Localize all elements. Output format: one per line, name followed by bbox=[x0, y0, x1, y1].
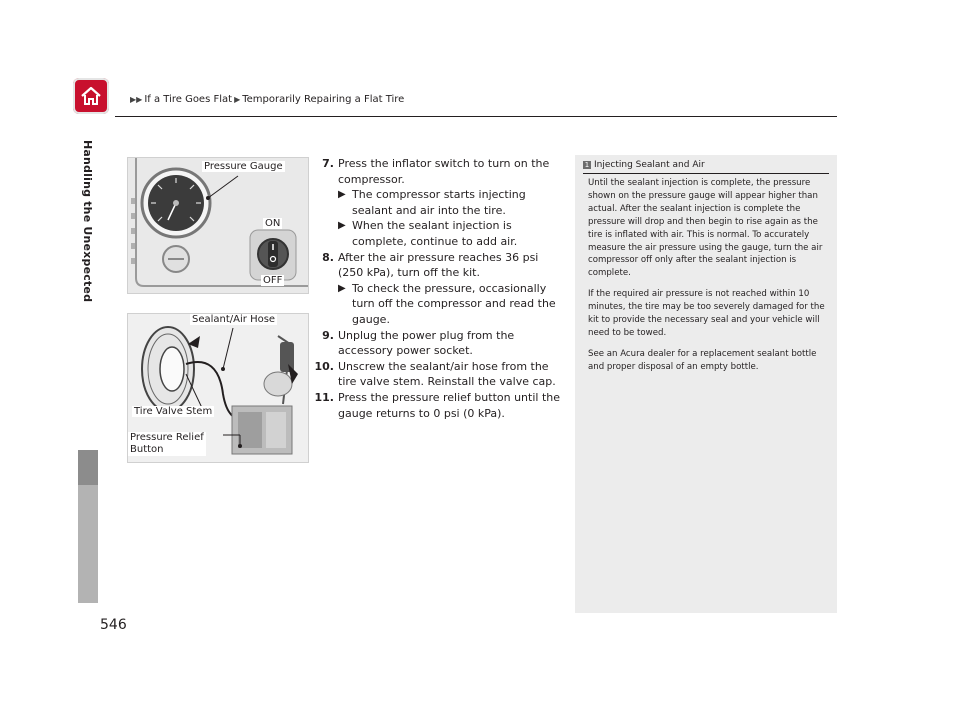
note-divider bbox=[583, 173, 829, 174]
triangle-right-icon: ▶ bbox=[338, 220, 346, 232]
step-8-result-1: ▶ To check the pressure, occasionally turn off the compressor and read the gauge. bbox=[338, 281, 556, 326]
step-10: 10. Unscrew the sealant/air hose from the tire valve stem. Reinstall the valve cap. bbox=[314, 359, 556, 389]
home-icon bbox=[79, 84, 103, 108]
section-tab[interactable] bbox=[78, 450, 98, 485]
callout-off: OFF bbox=[263, 275, 283, 286]
step-7-result-2: ▶ When the sealant injection is complete, continue to add air. bbox=[338, 219, 518, 248]
breadcrumb-item[interactable]: If a Tire Goes Flat bbox=[144, 94, 233, 105]
note-paragraph: See an Acura dealer for a replacement sealant bottle and proper disposal of an empty bottle. bbox=[588, 348, 817, 372]
note-title: 1 Injecting Sealant and Air bbox=[584, 160, 705, 170]
step-8: 8. After the air pressure reaches 36 psi (250 kPa), turn off the kit. bbox=[322, 250, 539, 280]
triangle-right-icon: ▶▶ bbox=[130, 95, 143, 104]
page-number: 546 bbox=[100, 617, 127, 633]
triangle-right-icon: ▶ bbox=[234, 95, 241, 104]
callout-pressure-gauge: Pressure Gauge bbox=[204, 161, 283, 172]
note-icon: 1 bbox=[584, 160, 590, 169]
callout-pressure-relief-button: Pressure Relief Button bbox=[130, 432, 204, 455]
section-tab-strip bbox=[78, 485, 98, 603]
breadcrumb-item[interactable]: Temporarily Repairing a Flat Tire bbox=[242, 94, 405, 105]
home-button[interactable] bbox=[73, 78, 109, 114]
note-paragraph: If the required air pressure is not reached within 10 minutes, the tire may be too severely damaged for the kit to provide the necessary seal and your vehicle will need to be towed. bbox=[588, 289, 825, 338]
compressor-illustration bbox=[127, 157, 309, 294]
breadcrumb bbox=[128, 94, 404, 105]
step-7: 7. Press the inflator switch to turn on the compressor. bbox=[322, 157, 550, 186]
triangle-right-icon: ▶ bbox=[338, 282, 346, 294]
step-9: 9. Unplug the power plug from the accessory power socket. bbox=[322, 328, 515, 358]
note-paragraph: Until the sealant injection is complete, the pressure shown on the pressure gauge will appear higher than actual. After the sealant injection is complete the pressure will drop and then begin to rise again as the tire is inflated with air. This is normal. To accurately measure the air pressure using the gauge, turn the air compressor off only after the sealant injection is complete. bbox=[588, 178, 823, 279]
note-panel bbox=[575, 155, 837, 613]
tire-repair-illustration bbox=[127, 313, 309, 463]
step-11: 11. Press the pressure relief button until the gauge returns to 0 psi (0 kPa). bbox=[314, 390, 560, 420]
callout-tire-valve-stem: Tire Valve Stem bbox=[134, 406, 213, 417]
instruction-steps bbox=[314, 156, 560, 421]
callout-sealant-air-hose: Sealant/Air Hose bbox=[192, 314, 276, 325]
section-label: Handling the Unexpected bbox=[81, 140, 94, 303]
triangle-right-icon: ▶ bbox=[338, 189, 346, 201]
step-7-result-1: ▶ The compressor starts injecting sealant and air into the tire. bbox=[338, 188, 526, 217]
callout-on: ON bbox=[265, 218, 281, 229]
note-body bbox=[588, 177, 828, 382]
header-divider bbox=[115, 116, 837, 117]
